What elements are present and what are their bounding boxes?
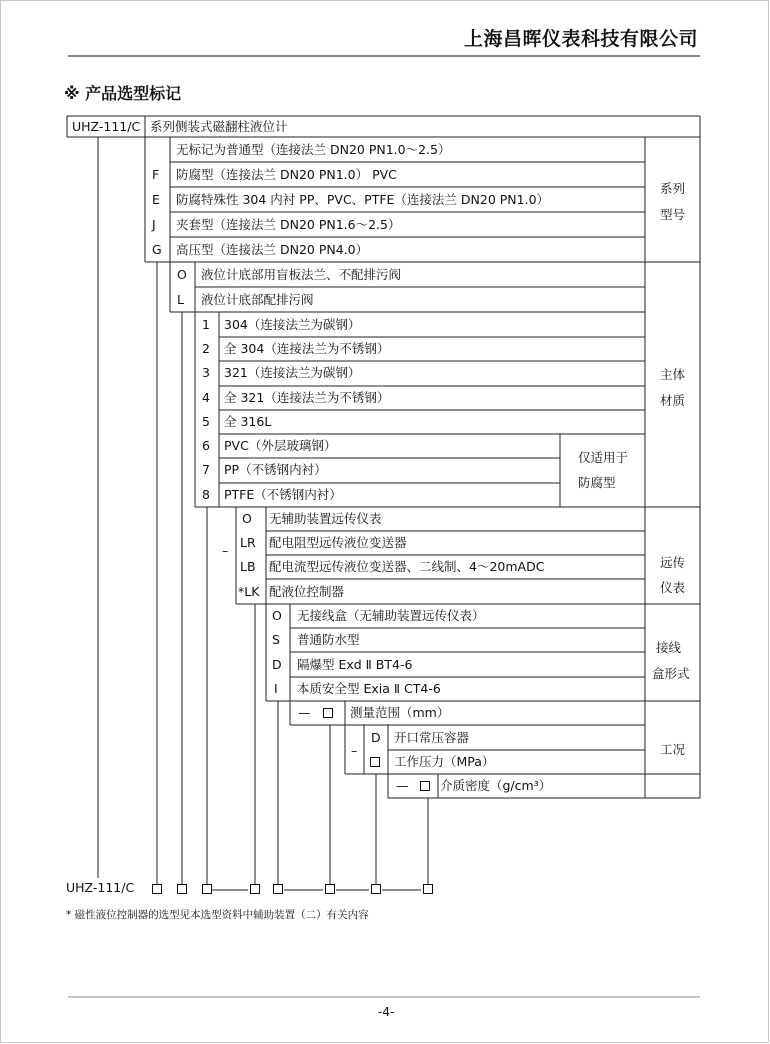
series-code: G <box>152 242 162 257</box>
remote-text: 配电流型远传液位变送器、二线制、4～20mADC <box>269 559 545 574</box>
remote-code: *LK <box>238 584 260 599</box>
code-slot-range <box>325 884 335 894</box>
material-code: 1 <box>202 317 210 332</box>
footnote: * 磁性液位控制器的选型见本选型资料中辅助装置（二）有关内容 <box>66 909 369 921</box>
code-slot-drain <box>177 884 187 894</box>
material-code: 3 <box>202 365 210 380</box>
junction-code: S <box>272 632 280 647</box>
condition-text: 工作压力（MPa） <box>394 754 495 769</box>
series-text: 防腐型（连接法兰 DN20 PN1.0） PVC <box>176 167 397 182</box>
remote-text: 配液位控制器 <box>269 584 345 599</box>
material-text: 全 316L <box>224 414 272 429</box>
material-code: 5 <box>202 414 210 429</box>
material-text: 全 321（连接法兰为不锈钢） <box>224 390 390 405</box>
junction-code: D <box>272 657 282 672</box>
material-text: 全 304（连接法兰为不锈钢） <box>224 341 390 356</box>
series-group-label: 系列 <box>660 181 686 196</box>
code-slot-series <box>152 884 162 894</box>
material-text: 304（连接法兰为碳钢） <box>224 317 361 332</box>
drain-code: L <box>177 292 184 307</box>
material-text: PP（不锈钢内衬） <box>224 462 327 477</box>
section-title: ※ 产品选型标记 <box>64 84 182 103</box>
junction-group-label: 盒形式 <box>652 666 690 681</box>
condition-code: D <box>371 730 381 745</box>
material-code: 8 <box>202 487 210 502</box>
junction-text: 普通防水型 <box>297 632 360 647</box>
junction-text: 隔爆型 Exd Ⅱ BT4-6 <box>297 657 413 672</box>
remote-text: 配电阻型远传液位变送器 <box>269 535 407 550</box>
material-code: 4 <box>202 390 210 405</box>
code-slot-density <box>423 884 433 894</box>
condition-group-label: 工况 <box>660 742 686 757</box>
density-dash: — <box>396 778 409 793</box>
pressure-value-box <box>370 757 380 767</box>
model-code: UHZ-111/C <box>72 119 141 134</box>
junction-text: 本质安全型 Exia Ⅱ CT4-6 <box>297 681 441 696</box>
condition-dash: – <box>351 743 358 758</box>
junction-code: O <box>272 608 282 623</box>
remote-dash: – <box>222 543 229 558</box>
series-code: J <box>152 217 156 232</box>
condition-text: 开口常压容器 <box>394 730 470 745</box>
drain-text: 液位计底部用盲板法兰、不配排污阀 <box>201 267 402 282</box>
code-slot-remote <box>250 884 260 894</box>
density-text: 介质密度（g/cm³） <box>440 778 552 793</box>
junction-code: I <box>274 681 278 696</box>
series-text: 防腐特殊性 304 内衬 PP、PVC、PTFE（连接法兰 DN20 PN1.0） <box>176 192 550 207</box>
series-code: E <box>152 192 160 207</box>
density-value-box <box>420 781 430 791</box>
material-group-label: 主体 <box>660 367 686 382</box>
material-group-label: 材质 <box>660 393 686 408</box>
range-text: 测量范围（mm） <box>350 705 450 720</box>
range-dash: — <box>298 705 311 720</box>
model-description: 系列侧装式磁翻柱液位计 <box>150 119 288 134</box>
format-model-code: UHZ-111/C <box>66 880 135 895</box>
material-text: PVC（外层玻璃钢） <box>224 438 337 453</box>
series-text: 无标记为普通型（连接法兰 DN20 PN1.0～2.5） <box>176 142 451 157</box>
company-name: 上海昌晖仪表科技有限公司 <box>463 28 698 50</box>
remote-code: O <box>242 511 252 526</box>
code-slot-material <box>202 884 212 894</box>
drain-text: 液位计底部配排污阀 <box>201 292 314 307</box>
remote-code: LR <box>240 535 256 550</box>
anticorrosion-note: 防腐型 <box>578 475 616 490</box>
range-value-box <box>323 708 333 718</box>
remote-group-label: 远传 <box>660 555 686 570</box>
material-code: 7 <box>202 462 210 477</box>
junction-group-label: 接线 <box>656 640 682 655</box>
code-slot-junction <box>273 884 283 894</box>
code-slot-condition <box>371 884 381 894</box>
page-number: -4- <box>378 1005 395 1019</box>
remote-text: 无辅助装置远传仪表 <box>269 511 382 526</box>
series-text: 高压型（连接法兰 DN20 PN4.0） <box>176 242 369 257</box>
remote-code: LB <box>240 559 256 574</box>
remote-group-label: 仪表 <box>660 580 686 595</box>
series-group-label: 型号 <box>660 207 686 222</box>
material-text: 321（连接法兰为碳钢） <box>224 365 361 380</box>
junction-text: 无接线盒（无辅助装置远传仪表） <box>297 608 485 623</box>
drain-code: O <box>177 267 187 282</box>
material-code: 6 <box>202 438 210 453</box>
material-code: 2 <box>202 341 210 356</box>
series-text: 夹套型（连接法兰 DN20 PN1.6～2.5） <box>176 217 401 232</box>
material-text: PTFE（不锈钢内衬） <box>224 487 342 502</box>
series-code: F <box>152 167 160 182</box>
anticorrosion-note: 仅适用于 <box>578 450 629 465</box>
